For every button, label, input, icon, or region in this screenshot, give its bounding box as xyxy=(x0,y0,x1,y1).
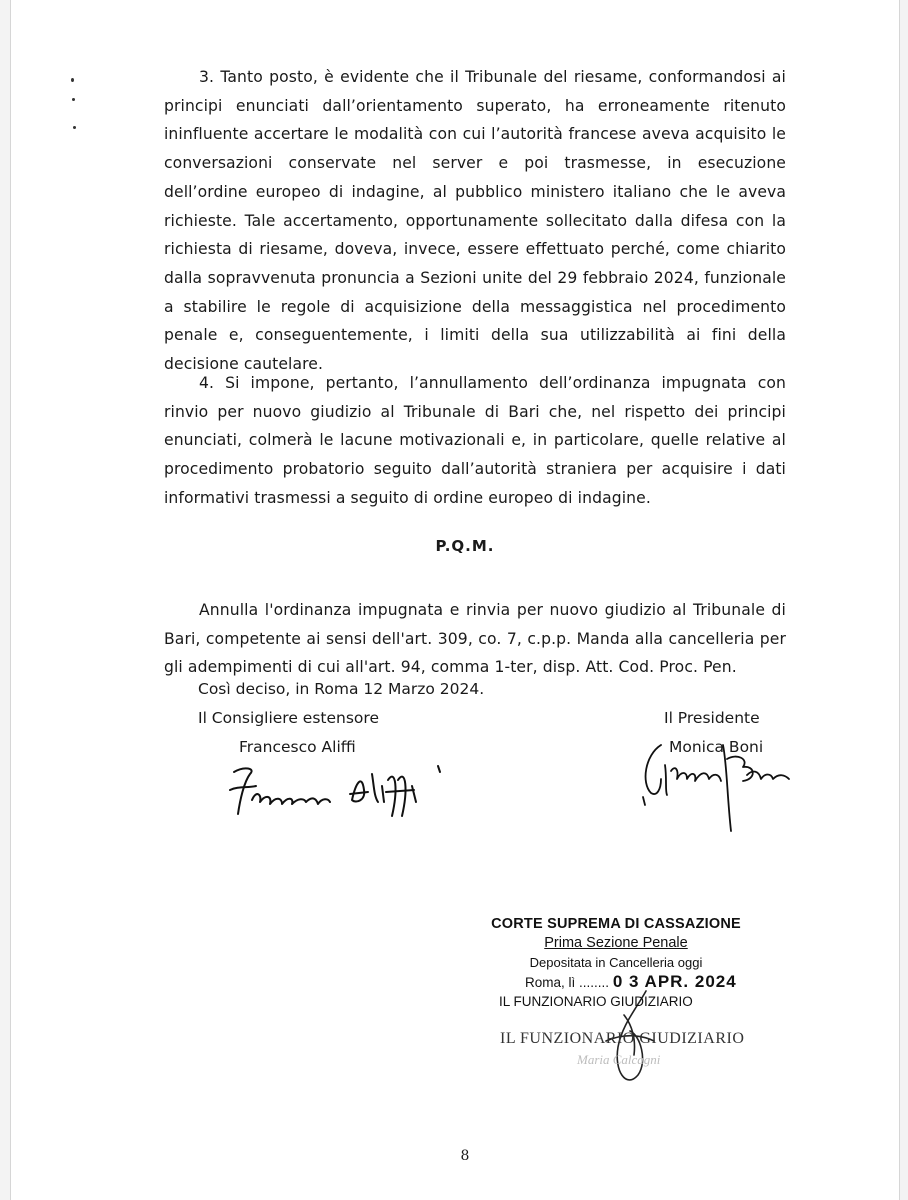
stamp-section: Prima Sezione Penale xyxy=(544,935,688,951)
stamp-date: 0 3 APR. 2024 xyxy=(612,972,737,991)
paragraph-4: 4. Si impone, pertanto, l’annullamento dell’ordinanza impugnata con rinvio per nuovo giudizio al Tribunale di Bari che, nel rispetto dei principi enunciati, colmerà le lacune motivazionali e, in particolare, quelle relative al procedimento probatorio seguito dall’autorità straniera per acquisire i dati informativi trasmessi a seguito di ordine europeo di indagine. xyxy=(164,374,786,507)
stamp-date-prefix: Roma, lì xyxy=(525,975,576,990)
filing-stamp xyxy=(481,915,751,1011)
dispositivo: Annulla l'ordinanza impugnata e rinvia per nuovo giudizio al Tribunale di Bari, competente ai sensi dell'art. 309, co. 7, c.p.p. Manda alla cancelleria per gli adempimenti di cui all'art. 94, comma 1-ter, disp. Att. Cod. Proc. Pen. xyxy=(164,601,786,677)
stamp-deposited: Depositata in Cancelleria oggi xyxy=(529,955,703,970)
presidente-role: Il Presidente xyxy=(664,709,760,727)
paragraph-3: 3. Tanto posto, è evidente che il Tribunale del riesame, conformandosi ai principi enunciati dall’orientamento superato, ha erroneamente ritenuto ininfluente accertare le modalità con cui l’autorità francese aveva acquisito le conversazioni conservate nel server e poi trasmesse, in esecuzione dell’ordine europeo di indagine, al pubblico ministero italiano che le aveva richieste. Tale accertamento, opportunamente sollecitato dalla difesa con la richiesta di riesame, doveva, invece, essere effettuato perché, come chiarito dalla sopravvenuta pronuncia a Sezioni unite del 29 febbraio 2024, funzionale a stabilire le regole di acquisizione della messaggistica nel procedimento penale e, conseguentemente, i limiti della sua utilizzabilità ai fini della decisione cautelare. xyxy=(164,68,786,374)
consigliere-role: Il Consigliere estensore xyxy=(198,709,379,727)
presidente-signature xyxy=(631,735,811,840)
consigliere-signature xyxy=(226,760,466,820)
margin-marks xyxy=(71,74,83,144)
stamp-date-dots: ........ xyxy=(579,975,610,990)
stamp-official-name: Maria Calcagni xyxy=(577,1052,661,1067)
document-page xyxy=(10,0,900,1200)
stamp-court: CORTE SUPREMA DI CASSAZIONE xyxy=(491,916,741,932)
decision-place-date: Così deciso, in Roma 12 Marzo 2024. xyxy=(198,680,485,698)
stamp-official-1: IL FUNZIONARIO GIUDIZIARIO xyxy=(499,994,693,1009)
stamp-date-line xyxy=(481,972,751,992)
stamp-official-2: IL FUNZIONARIO GIUDIZIARIO xyxy=(500,1030,745,1047)
presidente-name: Monica Boni xyxy=(669,738,764,756)
consigliere-name: Francesco Aliffi xyxy=(239,738,356,756)
pqm-heading: P.Q.M. xyxy=(435,537,495,555)
page-number: 8 xyxy=(460,1148,470,1164)
